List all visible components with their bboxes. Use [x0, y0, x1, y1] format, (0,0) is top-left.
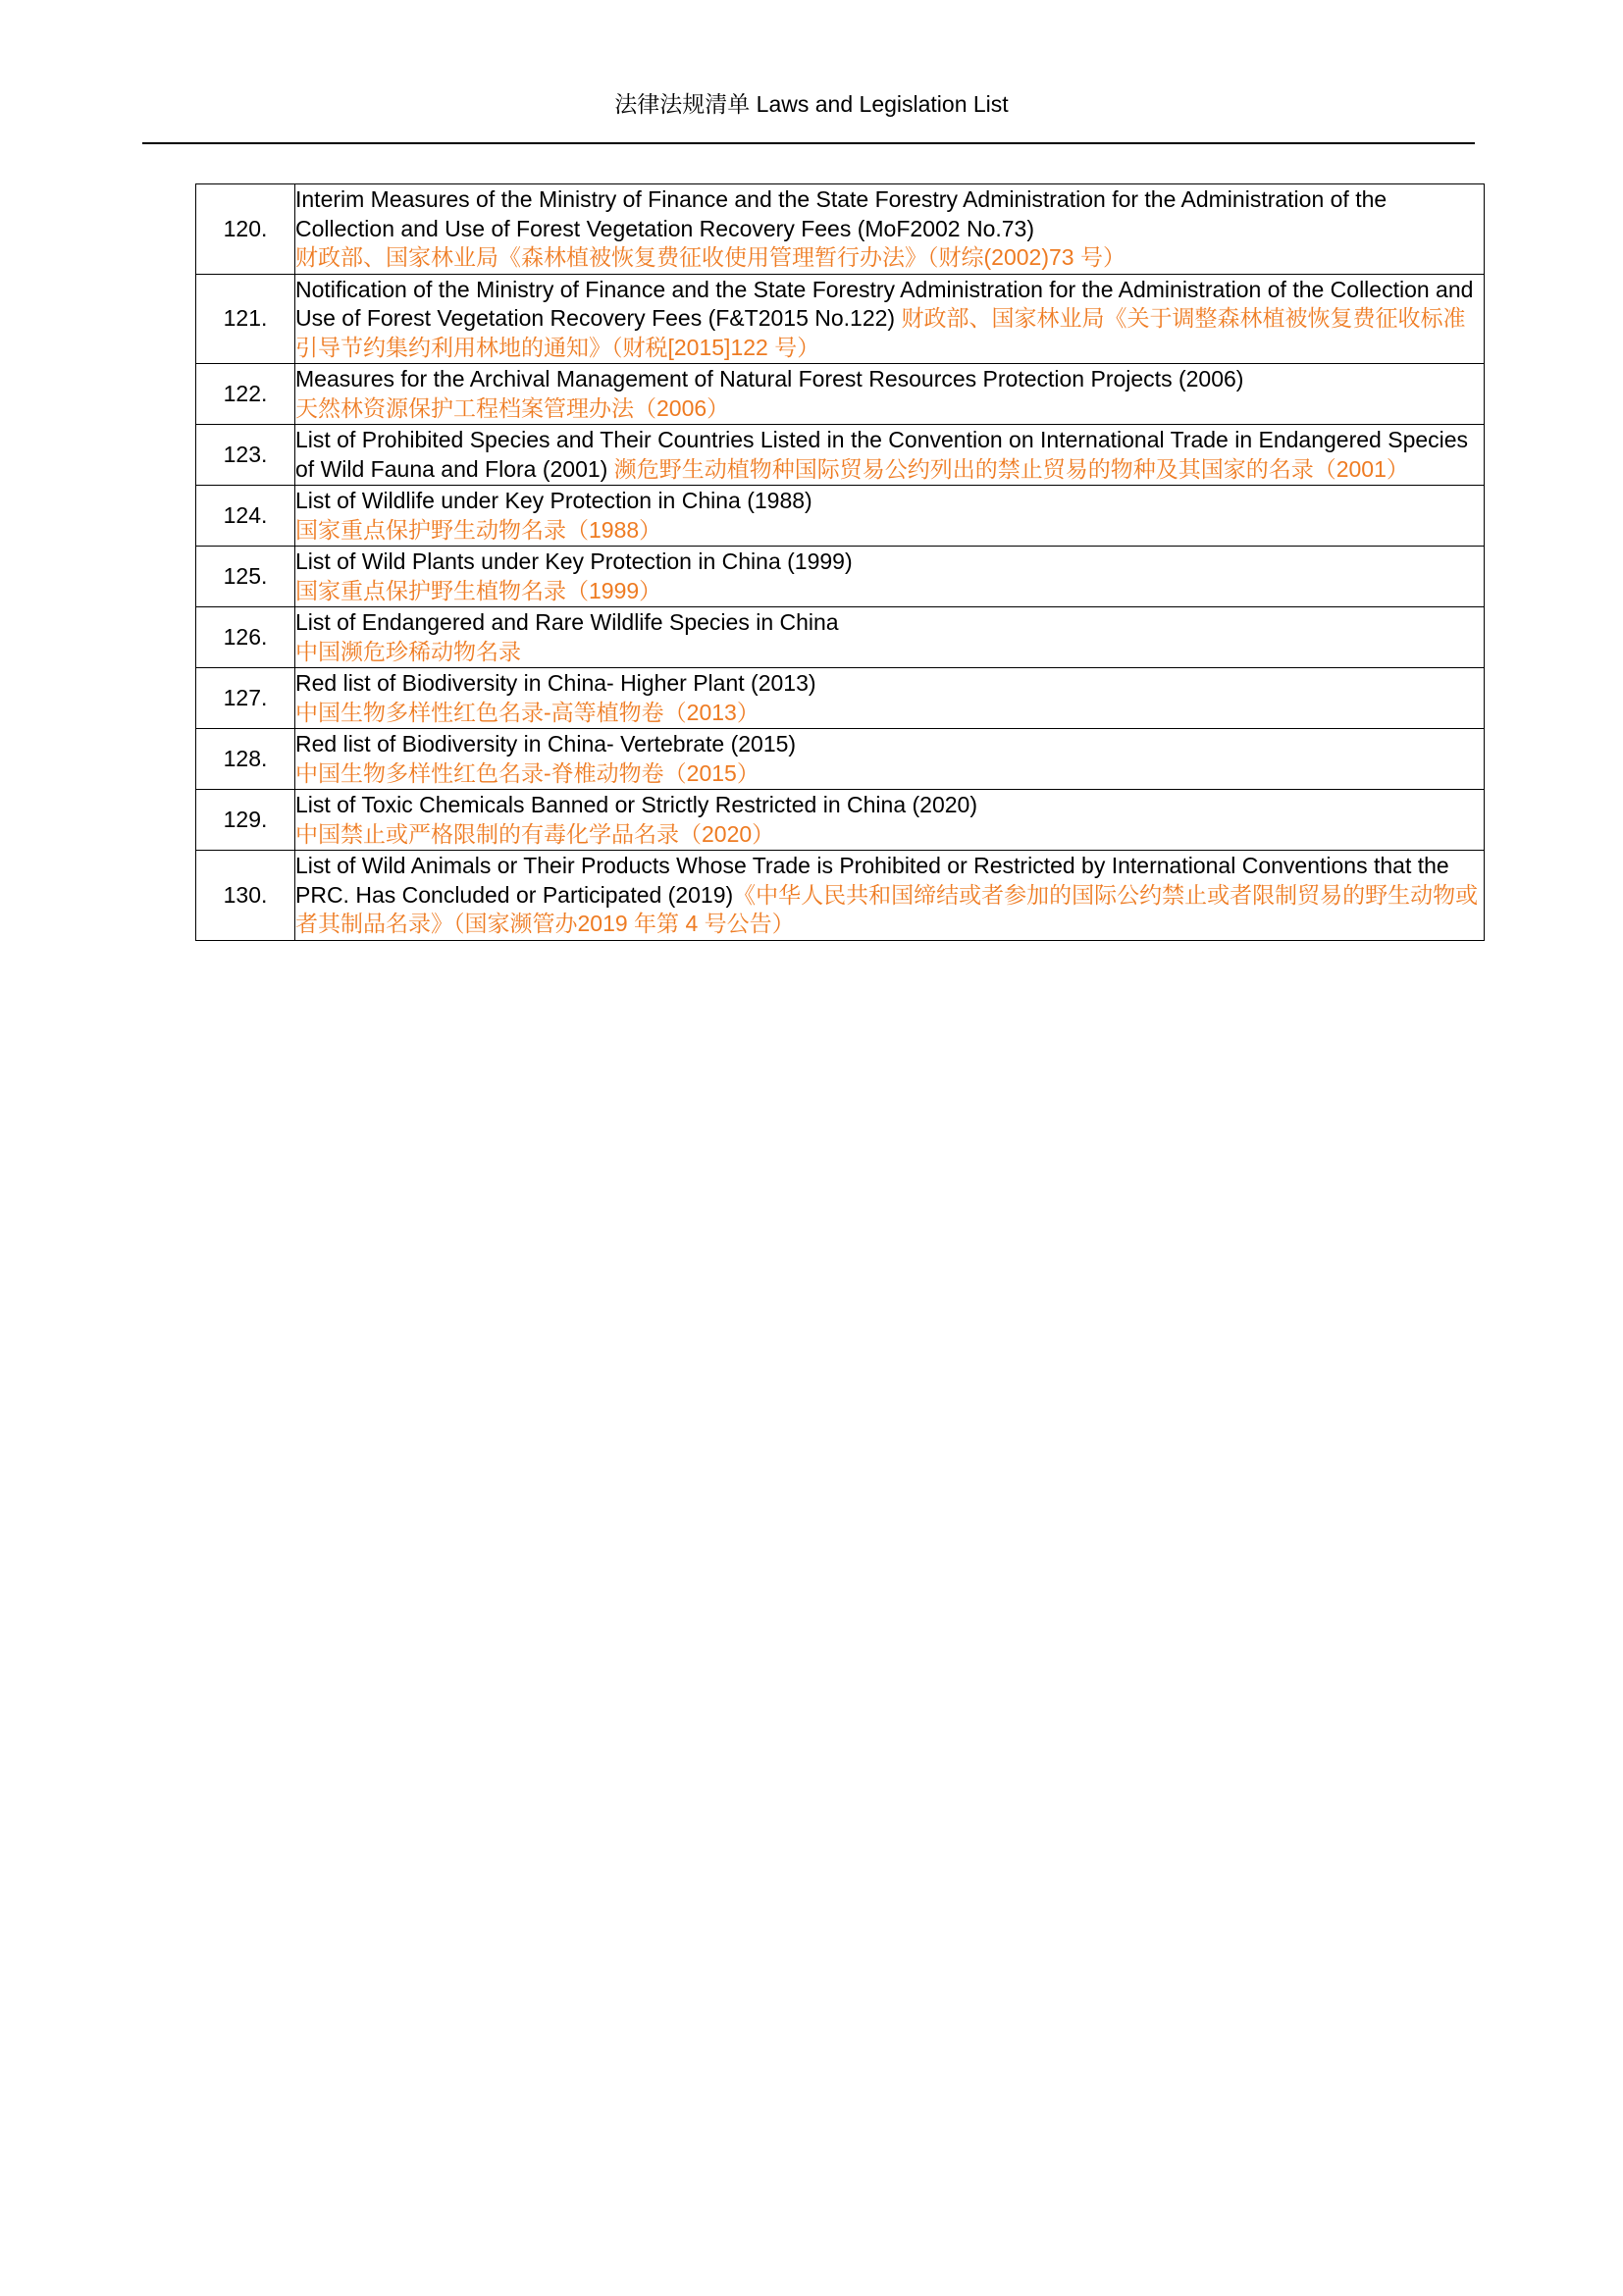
- row-number: 127.: [196, 668, 295, 729]
- row-text: [295, 425, 1485, 486]
- row-number: 126.: [196, 607, 295, 668]
- row-number: 121.: [196, 274, 295, 364]
- legislation-title-zh: 中国禁止或严格限制的有毒化学品名录（2020）: [295, 820, 775, 847]
- legislation-title-zh: 中国生物多样性红色名录-脊椎动物卷（2015）: [295, 759, 759, 786]
- row-text: [295, 729, 1485, 790]
- header-rule: [142, 142, 1475, 144]
- legislation-title-zh: 国家重点保护野生动物名录（1988）: [295, 516, 662, 543]
- legislation-title-en: Measures for the Archival Management of Natural Forest Resources Protection Projects (2006): [295, 366, 1244, 391]
- legislation-title-zh: 中国生物多样性红色名录-高等植物卷（2013）: [295, 699, 759, 725]
- legislation-title-en: List of Wild Plants under Key Protection in China (1999): [295, 548, 853, 574]
- legislation-title-zh: 财政部、国家林业局《森林植被恢复费征收使用管理暂行办法》（财综(2002)73 号）: [295, 244, 1126, 270]
- row-text: [295, 790, 1485, 851]
- table-row: [196, 274, 1485, 364]
- legislation-title-en: List of Toxic Chemicals Banned or Strictly Restricted in China (2020): [295, 792, 977, 817]
- legislation-title-en: Red list of Biodiversity in China- Vertebrate (2015): [295, 731, 797, 757]
- table-row: [196, 184, 1485, 275]
- legislation-title-zh: 濒危野生动植物种国际贸易公约列出的禁止贸易的物种及其国家的名录（2001）: [613, 455, 1409, 482]
- table-row: [196, 668, 1485, 729]
- table-row: [196, 425, 1485, 486]
- row-text: [295, 851, 1485, 941]
- row-text: [295, 486, 1485, 547]
- row-number: 125.: [196, 547, 295, 607]
- legislation-title-zh: 天然林资源保护工程档案管理办法（2006）: [295, 394, 730, 421]
- row-number: 129.: [196, 790, 295, 851]
- table-row: [196, 547, 1485, 607]
- row-number: 124.: [196, 486, 295, 547]
- table-row: [196, 790, 1485, 851]
- legislation-title-zh: 财政部、国家林业局《关于调整森林植被恢复费征收标准引导节约集约利用林地的通知》（财税[2015]122 号）: [295, 305, 1466, 360]
- row-text: [295, 274, 1485, 364]
- legislation-title-zh: 国家重点保护野生植物名录（1999）: [295, 577, 662, 603]
- laws-table-body: [196, 184, 1485, 941]
- row-number: 130.: [196, 851, 295, 941]
- legislation-title-en: Red list of Biodiversity in China- Higher Plant (2013): [295, 670, 816, 696]
- row-text: [295, 668, 1485, 729]
- table-row: [196, 851, 1485, 941]
- legislation-title-en: Interim Measures of the Ministry of Finance and the State Forestry Administration for the Administration of the Collection and Use of Forest Vegetation Recovery Fees (MoF2002 No.73): [295, 186, 1387, 241]
- legislation-title-zh: 《中华人民共和国缔结或者参加的国际公约禁止或者限制贸易的野生动物或者其制品名录》（国家濒管办2019 年第 4 号公告）: [295, 881, 1479, 936]
- row-text: [295, 364, 1485, 425]
- row-text: [295, 184, 1485, 275]
- table-row: [196, 486, 1485, 547]
- row-text: [295, 547, 1485, 607]
- laws-table: [195, 183, 1485, 941]
- row-number: 122.: [196, 364, 295, 425]
- legislation-title-en: List of Wild Animals or Their Products Whose Trade is Prohibited or Restricted by International Conventions that the PRC. Has Concluded or Participated (2019): [295, 853, 1449, 908]
- table-row: [196, 607, 1485, 668]
- table-row: [196, 729, 1485, 790]
- row-number: 120.: [196, 184, 295, 275]
- legislation-title-en: Notification of the Ministry of Finance and the State Forestry Administration for the Administration of the Collection and Use of Forest Vegetation Recovery Fees (F&T2015 No.122): [295, 276, 1474, 331]
- legislation-title-en: List of Wildlife under Key Protection in China (1988): [295, 488, 812, 513]
- row-text: [295, 607, 1485, 668]
- row-number: 123.: [196, 425, 295, 486]
- legislation-title-en: List of Prohibited Species and Their Countries Listed in the Convention on International Trade in Endangered Species of Wild Fauna and Flora (2001): [295, 427, 1469, 482]
- legislation-title-en: List of Endangered and Rare Wildlife Species in China: [295, 609, 839, 635]
- table-row: [196, 364, 1485, 425]
- page-header: 法律法规清单 Laws and Legislation List: [614, 91, 1009, 117]
- legislation-title-zh: 中国濒危珍稀动物名录: [295, 638, 521, 664]
- row-number: 128.: [196, 729, 295, 790]
